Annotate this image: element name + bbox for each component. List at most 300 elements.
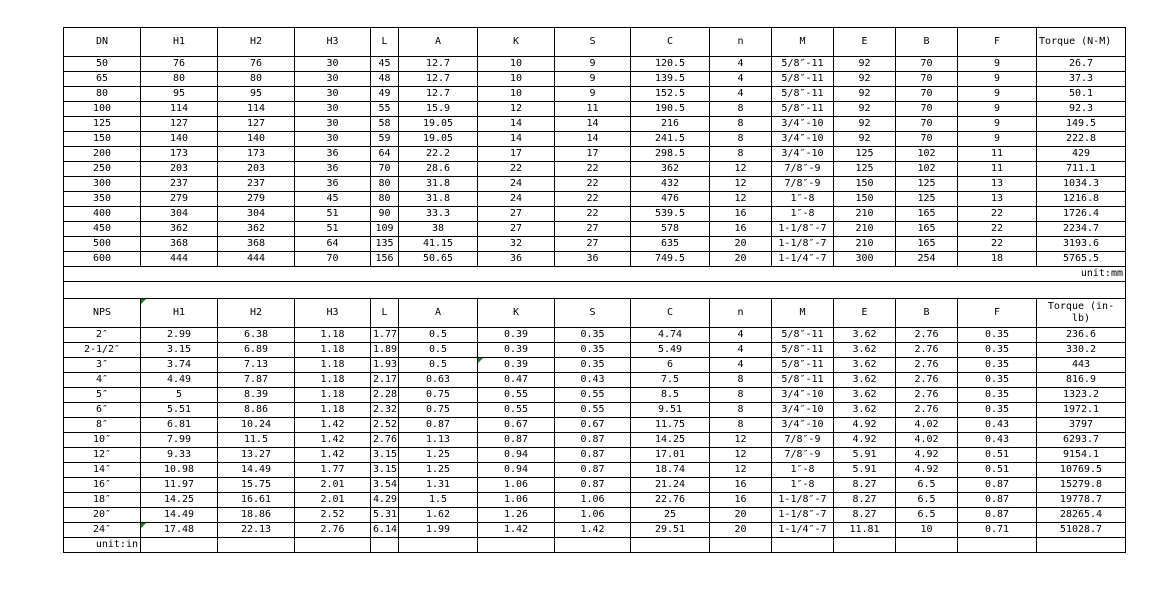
table-cell: 152.5 xyxy=(631,87,710,102)
table-cell: 10.24 xyxy=(218,418,295,433)
table-cell: 12 xyxy=(710,463,772,478)
table-cell: 3.62 xyxy=(834,328,896,343)
table-cell: 135 xyxy=(371,237,399,252)
table-cell: 22 xyxy=(555,207,631,222)
table-cell: 102 xyxy=(896,147,958,162)
table-cell: 3.15 xyxy=(371,463,399,478)
table-cell: 1-1/8″-7 xyxy=(772,508,834,523)
table-cell: 3/4″-10 xyxy=(772,117,834,132)
column-header: K xyxy=(478,299,555,328)
table-cell: 1.42 xyxy=(478,523,555,538)
table-row xyxy=(64,478,1126,493)
table-cell: 7.5 xyxy=(631,373,710,388)
table-cell: 70 xyxy=(896,57,958,72)
table-cell: 9 xyxy=(958,132,1037,147)
table-cell: 1.25 xyxy=(399,448,478,463)
table-cell: 92 xyxy=(834,72,896,87)
table-cell: 5.91 xyxy=(834,463,896,478)
table-cell: 1.06 xyxy=(555,493,631,508)
table-cell: 0.35 xyxy=(958,328,1037,343)
column-header: B xyxy=(896,299,958,328)
column-header: B xyxy=(896,28,958,57)
table-cell: 27 xyxy=(555,222,631,237)
table-cell: 444 xyxy=(218,252,295,267)
table-cell: 3.54 xyxy=(371,478,399,493)
table-cell: 0.87 xyxy=(399,418,478,433)
table-cell: 17 xyxy=(478,147,555,162)
table-cell: 0.5 xyxy=(399,343,478,358)
table-cell: 14.25 xyxy=(631,433,710,448)
table-cell: 3/4″-10 xyxy=(772,388,834,403)
table-cell: 0.67 xyxy=(555,418,631,433)
table-cell: 7.99 xyxy=(141,433,218,448)
table-cell: 304 xyxy=(218,207,295,222)
table-cell: 0.87 xyxy=(555,433,631,448)
table-cell: 241.5 xyxy=(631,132,710,147)
table-cell: 9.51 xyxy=(631,403,710,418)
table-cell: 102 xyxy=(896,162,958,177)
table-cell: 125 xyxy=(834,147,896,162)
table-cell: 0.94 xyxy=(478,463,555,478)
table-cell: 5/8″-11 xyxy=(772,328,834,343)
table-row xyxy=(64,192,1126,207)
table-cell: 150 xyxy=(834,177,896,192)
table-cell: 36 xyxy=(295,177,371,192)
table-cell: 14″ xyxy=(64,463,141,478)
table-cell: 11.97 xyxy=(141,478,218,493)
table-cell: 539.5 xyxy=(631,207,710,222)
table-cell: 8 xyxy=(710,132,772,147)
table-cell: 600 xyxy=(64,252,141,267)
table-cell: 92 xyxy=(834,102,896,117)
table-cell: 5.91 xyxy=(834,448,896,463)
empty-cell xyxy=(141,538,218,553)
table-cell: 476 xyxy=(631,192,710,207)
table-cell: 127 xyxy=(218,117,295,132)
table-cell: 20 xyxy=(710,252,772,267)
table-cell: 9 xyxy=(555,87,631,102)
table-cell: 36 xyxy=(555,252,631,267)
table-cell: 362 xyxy=(631,162,710,177)
table-cell: 635 xyxy=(631,237,710,252)
table-cell: 8.27 xyxy=(834,493,896,508)
table-cell: 92 xyxy=(834,57,896,72)
table-cell: 5/8″-11 xyxy=(772,102,834,117)
table-cell: 165 xyxy=(896,222,958,237)
table-cell: 4.02 xyxy=(896,433,958,448)
table-cell: 5/8″-11 xyxy=(772,373,834,388)
column-header: E xyxy=(834,28,896,57)
table-cell: 0.87 xyxy=(958,478,1037,493)
table-cell: 5.51 xyxy=(141,403,218,418)
table-cell: 5/8″-11 xyxy=(772,57,834,72)
table-cell: 58 xyxy=(371,117,399,132)
table-cell: 1.77 xyxy=(295,463,371,478)
table-cell: 70 xyxy=(371,162,399,177)
table-cell: 31.8 xyxy=(399,177,478,192)
table-cell: 7.87 xyxy=(218,373,295,388)
imperial-unit-section xyxy=(64,538,1126,553)
table-cell: 1.06 xyxy=(555,508,631,523)
table-cell: 362 xyxy=(141,222,218,237)
table-cell: 8 xyxy=(710,147,772,162)
table-cell: 4.92 xyxy=(896,463,958,478)
table-cell: 0.51 xyxy=(958,448,1037,463)
table-cell: 165 xyxy=(896,237,958,252)
column-header: DN xyxy=(64,28,141,57)
table-cell: 1.18 xyxy=(295,388,371,403)
table-cell: 0.55 xyxy=(555,403,631,418)
table-cell: 30 xyxy=(295,132,371,147)
table-cell: 70 xyxy=(295,252,371,267)
table-cell: 15279.8 xyxy=(1037,478,1126,493)
table-cell: 304 xyxy=(141,207,218,222)
table-cell: 1.42 xyxy=(295,448,371,463)
column-header: H1 xyxy=(141,299,218,328)
table-cell: 298.5 xyxy=(631,147,710,162)
table-cell: 3.62 xyxy=(834,388,896,403)
table-cell: 70 xyxy=(896,117,958,132)
table-cell: 6″ xyxy=(64,403,141,418)
table-cell: 222.8 xyxy=(1037,132,1126,147)
table-cell: 0.71 xyxy=(958,523,1037,538)
table-cell: 11.75 xyxy=(631,418,710,433)
table-cell: 125 xyxy=(834,162,896,177)
table-row xyxy=(64,147,1126,162)
table-cell: 1-1/8″-7 xyxy=(772,493,834,508)
table-cell: 14 xyxy=(478,117,555,132)
empty-cell xyxy=(1037,538,1126,553)
column-header: H2 xyxy=(218,28,295,57)
table-cell: 50 xyxy=(64,57,141,72)
table-cell: 17.01 xyxy=(631,448,710,463)
table-cell: 4 xyxy=(710,57,772,72)
table-cell: 210 xyxy=(834,237,896,252)
table-cell: 5/8″-11 xyxy=(772,72,834,87)
empty-cell xyxy=(631,538,710,553)
table-cell: 1.42 xyxy=(295,418,371,433)
table-cell: 7/8″-9 xyxy=(772,448,834,463)
table-cell: 8.27 xyxy=(834,478,896,493)
table-cell: 150 xyxy=(834,192,896,207)
table-cell: 8 xyxy=(710,373,772,388)
table-cell: 127 xyxy=(141,117,218,132)
table-cell: 8.39 xyxy=(218,388,295,403)
table-cell: 0.35 xyxy=(555,343,631,358)
table-cell: 51028.7 xyxy=(1037,523,1126,538)
table-row xyxy=(64,117,1126,132)
table-cell: 17.48 xyxy=(141,523,218,538)
table-cell: 1.62 xyxy=(399,508,478,523)
table-row xyxy=(64,388,1126,403)
table-cell: 4.92 xyxy=(834,433,896,448)
table-cell: 1-1/8″-7 xyxy=(772,237,834,252)
table-cell: 3.62 xyxy=(834,358,896,373)
table-cell: 9 xyxy=(958,72,1037,87)
table-cell: 1.89 xyxy=(371,343,399,358)
table-row xyxy=(64,102,1126,117)
table-cell: 70 xyxy=(896,132,958,147)
table-cell: 749.5 xyxy=(631,252,710,267)
table-cell: 1.18 xyxy=(295,403,371,418)
table-cell: 22.13 xyxy=(218,523,295,538)
table-cell: 4.49 xyxy=(141,373,218,388)
column-header: Torque (N-M) xyxy=(1037,28,1126,57)
table-cell: 2.17 xyxy=(371,373,399,388)
table-row xyxy=(64,57,1126,72)
table-cell: 210 xyxy=(834,222,896,237)
metric-unit-label: unit:mm xyxy=(64,267,1126,282)
table-cell: 0.94 xyxy=(478,448,555,463)
table-cell: 3797 xyxy=(1037,418,1126,433)
table-cell: 2.01 xyxy=(295,493,371,508)
table-cell: 2.76 xyxy=(896,403,958,418)
table-cell: 8.86 xyxy=(218,403,295,418)
table-cell: 4.29 xyxy=(371,493,399,508)
column-header: C xyxy=(631,299,710,328)
table-cell: 80 xyxy=(141,72,218,87)
table-cell: 70 xyxy=(896,102,958,117)
table-cell: 3.62 xyxy=(834,403,896,418)
table-cell: 30 xyxy=(295,102,371,117)
table-cell: 45 xyxy=(295,192,371,207)
table-cell: 125 xyxy=(896,192,958,207)
table-cell: 11 xyxy=(555,102,631,117)
table-cell: 30 xyxy=(295,87,371,102)
table-cell: 18″ xyxy=(64,493,141,508)
table-cell: 0.39 xyxy=(478,328,555,343)
table-cell: 350 xyxy=(64,192,141,207)
table-cell: 14 xyxy=(555,132,631,147)
table-cell: 28.6 xyxy=(399,162,478,177)
column-header: E xyxy=(834,299,896,328)
table-cell: 0.63 xyxy=(399,373,478,388)
table-cell: 20 xyxy=(710,237,772,252)
table-cell: 9 xyxy=(958,57,1037,72)
table-row xyxy=(64,373,1126,388)
table-cell: 18.86 xyxy=(218,508,295,523)
table-cell: 300 xyxy=(64,177,141,192)
table-cell: 27 xyxy=(478,222,555,237)
table-cell: 2.76 xyxy=(896,358,958,373)
column-header: H3 xyxy=(295,299,371,328)
table-cell: 237 xyxy=(141,177,218,192)
table-cell: 2.76 xyxy=(371,433,399,448)
table-cell: 12 xyxy=(710,448,772,463)
table-cell: 0.75 xyxy=(399,403,478,418)
column-header: F xyxy=(958,28,1037,57)
table-cell: 13 xyxy=(958,177,1037,192)
table-cell: 150 xyxy=(64,132,141,147)
table-cell: 0.87 xyxy=(555,463,631,478)
table-cell: 0.5 xyxy=(399,328,478,343)
column-header: M xyxy=(772,28,834,57)
table-cell: 29.51 xyxy=(631,523,710,538)
table-cell: 19778.7 xyxy=(1037,493,1126,508)
table-cell: 64 xyxy=(295,237,371,252)
table-cell: 45 xyxy=(371,57,399,72)
table-row xyxy=(64,177,1126,192)
table-cell: 6.5 xyxy=(896,508,958,523)
table-cell: 190.5 xyxy=(631,102,710,117)
table-cell: 6.5 xyxy=(896,493,958,508)
table-cell: 36 xyxy=(295,162,371,177)
table-cell: 0.75 xyxy=(399,388,478,403)
table-cell: 14 xyxy=(555,117,631,132)
table-cell: 500 xyxy=(64,237,141,252)
table-cell: 80 xyxy=(371,177,399,192)
table-cell: 31.8 xyxy=(399,192,478,207)
column-header: H1 xyxy=(141,28,218,57)
table-cell: 59 xyxy=(371,132,399,147)
table-cell: 362 xyxy=(218,222,295,237)
table-cell: 14.49 xyxy=(218,463,295,478)
table-cell: 0.35 xyxy=(958,403,1037,418)
table-cell: 12.7 xyxy=(399,87,478,102)
table-cell: 114 xyxy=(141,102,218,117)
empty-cell xyxy=(958,538,1037,553)
table-row xyxy=(64,403,1126,418)
table-cell: 2.28 xyxy=(371,388,399,403)
table-cell: 12 xyxy=(478,102,555,117)
table-cell: 2.32 xyxy=(371,403,399,418)
table-cell: 3″ xyxy=(64,358,141,373)
empty-cell xyxy=(478,538,555,553)
table-cell: 4 xyxy=(710,87,772,102)
table-cell: 15.9 xyxy=(399,102,478,117)
table-cell: 21.24 xyxy=(631,478,710,493)
table-cell: 64 xyxy=(371,147,399,162)
table-cell: 25 xyxy=(631,508,710,523)
table-cell: 444 xyxy=(141,252,218,267)
table-cell: 95 xyxy=(141,87,218,102)
table-row xyxy=(64,222,1126,237)
table-cell: 0.55 xyxy=(478,403,555,418)
table-cell: 1″-8 xyxy=(772,207,834,222)
table-cell: 8 xyxy=(710,418,772,433)
table-cell: 16 xyxy=(710,207,772,222)
table-cell: 400 xyxy=(64,207,141,222)
table-cell: 2.76 xyxy=(295,523,371,538)
table-cell: 36 xyxy=(478,252,555,267)
table-cell: 7/8″-9 xyxy=(772,177,834,192)
imperial-unit-label: unit:in xyxy=(64,538,141,553)
table-cell: 5.49 xyxy=(631,343,710,358)
table-cell: 1-1/4″-7 xyxy=(772,252,834,267)
table-cell: 2″ xyxy=(64,328,141,343)
table-cell: 8″ xyxy=(64,418,141,433)
table-cell: 0.43 xyxy=(958,433,1037,448)
table-cell: 2.52 xyxy=(295,508,371,523)
table-cell: 12.7 xyxy=(399,57,478,72)
table-cell: 15.75 xyxy=(218,478,295,493)
table-row xyxy=(64,418,1126,433)
table-cell: 10.98 xyxy=(141,463,218,478)
table-cell: 216 xyxy=(631,117,710,132)
table-cell: 24″ xyxy=(64,523,141,538)
table-cell: 3/4″-10 xyxy=(772,403,834,418)
empty-cell xyxy=(371,538,399,553)
table-cell: 368 xyxy=(218,237,295,252)
table-row xyxy=(64,358,1126,373)
column-header: H2 xyxy=(218,299,295,328)
empty-cell xyxy=(295,538,371,553)
table-row xyxy=(64,207,1126,222)
table-cell: 429 xyxy=(1037,147,1126,162)
table-cell: 8.5 xyxy=(631,388,710,403)
table-cell: 3.74 xyxy=(141,358,218,373)
table-cell: 14.25 xyxy=(141,493,218,508)
table-cell: 20 xyxy=(710,508,772,523)
table-cell: 4.74 xyxy=(631,328,710,343)
table-cell: 139.5 xyxy=(631,72,710,87)
table-cell: 5/8″-11 xyxy=(772,343,834,358)
metric-header-row xyxy=(64,28,1126,57)
table-cell: 8 xyxy=(710,102,772,117)
table-cell: 0.87 xyxy=(555,478,631,493)
table-cell: 1.13 xyxy=(399,433,478,448)
table-cell: 16″ xyxy=(64,478,141,493)
table-cell: 80 xyxy=(218,72,295,87)
table-cell: 1-1/8″-7 xyxy=(772,222,834,237)
table-cell: 1.42 xyxy=(555,523,631,538)
metric-section xyxy=(64,28,1126,267)
table-cell: 0.67 xyxy=(478,418,555,433)
table-cell: 2.99 xyxy=(141,328,218,343)
column-header: F xyxy=(958,299,1037,328)
table-cell: 19.05 xyxy=(399,117,478,132)
table-cell: 0.87 xyxy=(958,493,1037,508)
column-header: Torque (in-lb) xyxy=(1037,299,1126,328)
table-row xyxy=(64,328,1126,343)
table-row xyxy=(64,72,1126,87)
table-cell: 9 xyxy=(958,87,1037,102)
table-cell: 12 xyxy=(710,192,772,207)
table-cell: 92.3 xyxy=(1037,102,1126,117)
table-cell: 3/4″-10 xyxy=(772,418,834,433)
table-cell: 70 xyxy=(896,72,958,87)
table-cell: 3/4″-10 xyxy=(772,132,834,147)
table-cell: 80 xyxy=(64,87,141,102)
table-cell: 8.27 xyxy=(834,508,896,523)
table-cell: 1972.1 xyxy=(1037,403,1126,418)
table-cell: 1.42 xyxy=(295,433,371,448)
table-cell: 30 xyxy=(295,117,371,132)
table-cell: 38 xyxy=(399,222,478,237)
table-cell: 1″-8 xyxy=(772,478,834,493)
table-cell: 3193.6 xyxy=(1037,237,1126,252)
table-cell: 1″-8 xyxy=(772,192,834,207)
table-cell: 12″ xyxy=(64,448,141,463)
table-cell: 1.18 xyxy=(295,358,371,373)
table-cell: 1.18 xyxy=(295,328,371,343)
table-cell: 18.74 xyxy=(631,463,710,478)
table-cell: 9.33 xyxy=(141,448,218,463)
table-cell: 279 xyxy=(218,192,295,207)
metric-unit-section xyxy=(64,267,1126,299)
table-cell: 55 xyxy=(371,102,399,117)
empty-cell xyxy=(218,538,295,553)
table-row xyxy=(64,448,1126,463)
table-cell: 0.39 xyxy=(478,358,555,373)
table-cell: 816.9 xyxy=(1037,373,1126,388)
table-cell: 37.3 xyxy=(1037,72,1126,87)
table-cell: 20″ xyxy=(64,508,141,523)
table-cell: 254 xyxy=(896,252,958,267)
table-cell: 1″-8 xyxy=(772,463,834,478)
table-cell: 0.87 xyxy=(958,508,1037,523)
empty-cell xyxy=(896,538,958,553)
